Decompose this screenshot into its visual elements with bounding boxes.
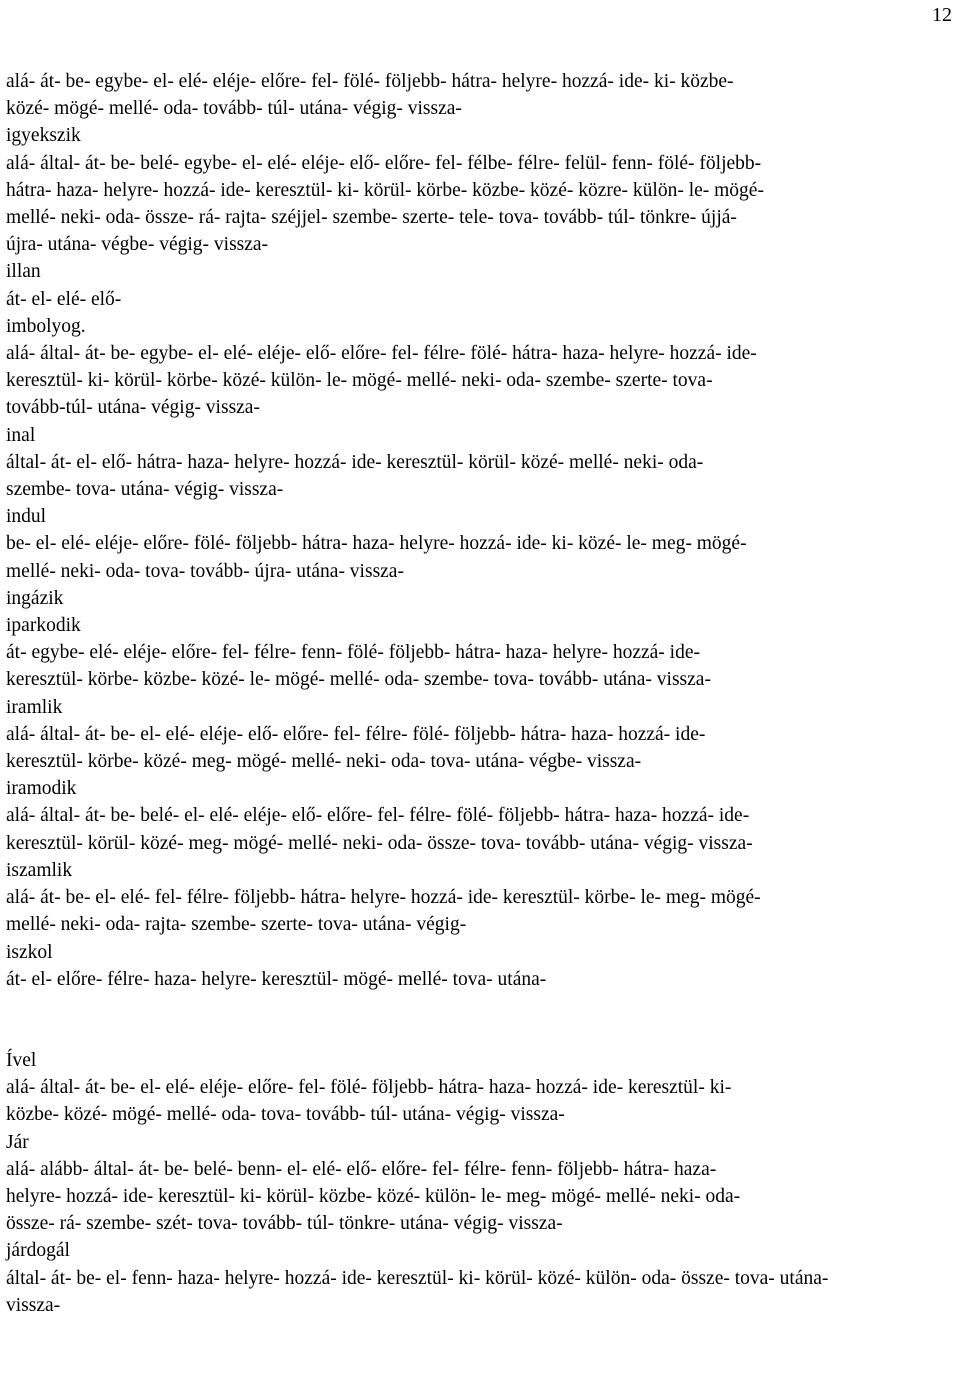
dictionary-entry: [6, 503, 952, 585]
dictionary-entry: [6, 313, 952, 422]
entry-headword: indul: [6, 506, 47, 528]
prefix-list-line: által- át- be- el- fenn- haza- helyre- hozzá- ide- keresztül- ki- körül- közé- külön- oda- össze- tova- utána-: [6, 1267, 829, 1289]
entry-headword: Ível: [6, 1049, 37, 1071]
dictionary-entry: [6, 612, 952, 694]
prefix-list-line: keresztül- körbe- közbe- közé- le- mögé- mellé- oda- szembe- tova- tovább- utána- vissza-: [6, 669, 711, 691]
prefix-list-line: alá- alább- által- át- be- belé- benn- el- elé- elő- előre- fel- félre- fenn- följebb- hátra- haza-: [6, 1158, 717, 1180]
prefix-list-line: keresztül- körbe- közé- meg- mögé- mellé- neki- oda- tova- utána- végbe- vissza-: [6, 751, 642, 773]
entry-headword: iparkodik: [6, 615, 81, 637]
entry-headword: imbolyog.: [6, 315, 86, 337]
prefix-list-line: helyre- hozzá- ide- keresztül- ki- körül- közbe- közé- külön- le- meg- mögé- mellé- neki- oda-: [6, 1185, 741, 1207]
dictionary-entry: [6, 258, 952, 312]
dictionary-entry: [6, 585, 952, 612]
prefix-list-line: hátra- haza- helyre- hozzá- ide- keresztül- ki- körül- körbe- közbe- közé- közre- külön- le- mögé-: [6, 179, 764, 201]
prefix-list-line: szembe- tova- utána- végig- vissza-: [6, 479, 284, 501]
entry-headword: iszkol: [6, 941, 53, 963]
entry-headword: Jár: [6, 1131, 29, 1153]
prefix-list-line: mellé- neki- oda- össze- rá- rajta- széjjel- szembe- szerte- tele- tova- tovább- túl- tönkre- újjá-: [6, 207, 737, 229]
dictionary-entry: [6, 857, 952, 939]
dictionary-entry: [6, 1047, 952, 1129]
prefix-list-line: át- el- elé- elő-: [6, 288, 122, 310]
prefix-list-line: keresztül- ki- körül- körbe- közé- külön- le- mögé- mellé- neki- oda- szembe- szerte- tova-: [6, 370, 713, 392]
entry-headword: inal: [6, 424, 36, 446]
entries-block-j: [6, 1047, 952, 1319]
prefix-list-line: be- el- elé- eléje- előre- fölé- följebb- hátra- haza- helyre- hozzá- ide- ki- közé- le- meg- mögé-: [6, 533, 747, 555]
entry-headword: járdogál: [6, 1240, 70, 1262]
dictionary-entry: [6, 694, 952, 776]
prefix-list-line: alá- át- be- el- elé- fel- félre- följebb- hátra- helyre- hozzá- ide- keresztül- körbe- le- meg- mögé-: [6, 887, 761, 909]
entry-headword: iramodik: [6, 778, 77, 800]
prefix-list-line: át- egybe- elé- eléje- előre- fel- félre- fenn- fölé- följebb- hátra- haza- helyre- hozzá- ide-: [6, 642, 700, 664]
prefix-list-line: alá- által- át- be- el- elé- eléje- előre- fel- fölé- följebb- hátra- haza- hozzá- ide- keresztül- ki-: [6, 1077, 732, 1099]
entries-block-i: [6, 68, 952, 993]
prefix-list-line: alá- által- át- be- egybe- el- elé- eléje- elő- előre- fel- félre- fölé- hátra- haza- helyre- hozzá- ide-: [6, 343, 757, 365]
prefix-list-line: közbe- közé- mögé- mellé- oda- tova- tovább- túl- utána- végig- vissza-: [6, 1104, 565, 1126]
prefix-list-line: keresztül- körül- közé- meg- mögé- mellé- neki- oda- össze- tova- tovább- utána- végig- vissza-: [6, 832, 753, 854]
prefix-list-line: mellé- neki- oda- rajta- szembe- szerte- tova- utána- végig-: [6, 914, 467, 936]
entry-headword: iszamlik: [6, 859, 73, 881]
prefix-list-line: alá- által- át- be- belé- egybe- el- elé- eléje- elő- előre- fel- félbe- félre- felül- fenn- fölé- följebb-: [6, 152, 762, 174]
prefix-list-line: által- át- el- elő- hátra- haza- helyre- hozzá- ide- keresztül- körül- közé- mellé- neki- oda-: [6, 451, 704, 473]
prefix-list-line: tovább-túl- utána- végig- vissza-: [6, 397, 260, 419]
prefix-list-line: vissza-: [6, 1294, 61, 1316]
dictionary-entry: [6, 1237, 952, 1319]
prefix-list-line: alá- által- át- be- belé- el- elé- eléje- elő- előre- fel- félre- fölé- följebb- hátra- haza- hozzá- ide-: [6, 805, 750, 827]
entry-headword: ingázik: [6, 587, 64, 609]
prefix-list-line: újra- utána- végbe- végig- vissza-: [6, 234, 269, 256]
prefix-list-line: össze- rá- szembe- szét- tova- tovább- túl- tönkre- utána- végig- vissza-: [6, 1213, 563, 1235]
dictionary-entry: [6, 775, 952, 857]
dictionary-entry: [6, 939, 952, 993]
entry-headword: iramlik: [6, 696, 63, 718]
dictionary-entry: [6, 122, 952, 258]
dictionary-entry: [6, 422, 952, 504]
page-number: 12: [932, 4, 952, 26]
entry-headword: illan: [6, 261, 41, 283]
dictionary-entry: [6, 1129, 952, 1238]
prefix-list-line: alá- át- be- egybe- el- elé- eléje- előre- fel- fölé- följebb- hátra- helyre- hozzá- ide- ki- közbe-: [6, 71, 734, 92]
prefix-list-line: közé- mögé- mellé- oda- tovább- túl- utána- végig- vissza-: [6, 98, 462, 120]
section-gap: [6, 993, 952, 1047]
dictionary-entry: [6, 68, 952, 122]
prefix-list-line: át- el- előre- félre- haza- helyre- keresztül- mögé- mellé- tova- utána-: [6, 968, 547, 990]
entry-headword: igyekszik: [6, 125, 81, 147]
prefix-list-line: mellé- neki- oda- tova- tovább- újra- utána- vissza-: [6, 560, 404, 582]
dictionary-content: [6, 68, 952, 1319]
prefix-list-line: alá- által- át- be- el- elé- eléje- elő- előre- fel- félre- fölé- följebb- hátra- haza- hozzá- ide-: [6, 723, 706, 745]
